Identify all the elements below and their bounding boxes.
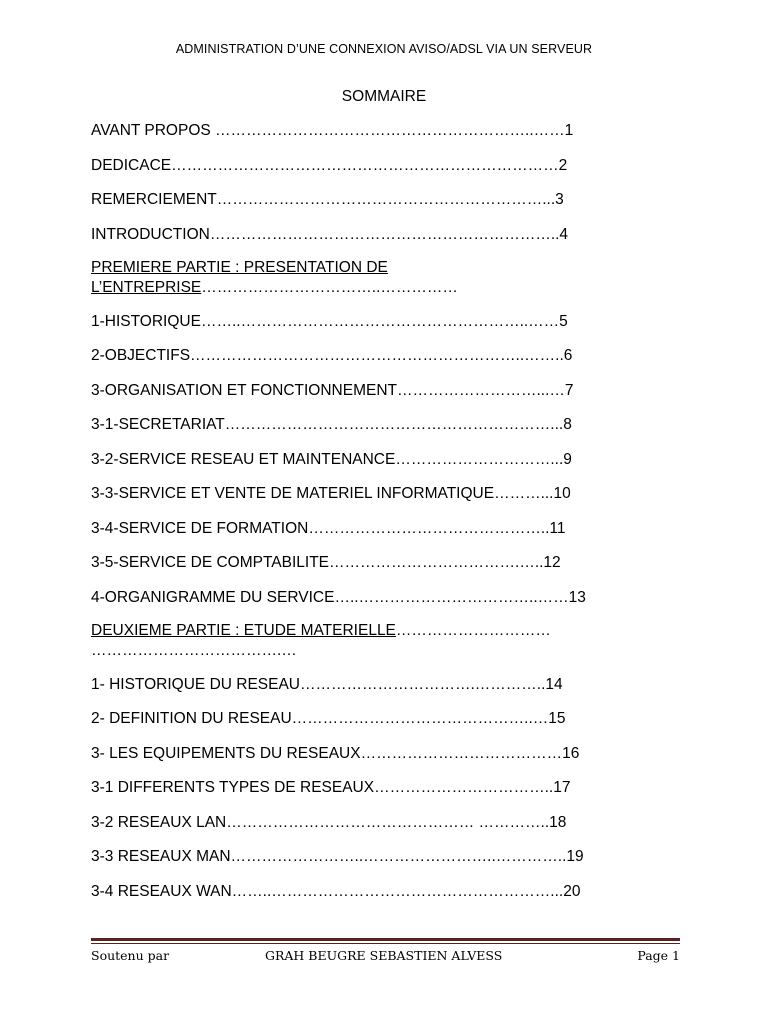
footer-page-number: Page 1 bbox=[637, 948, 680, 963]
toc-entry: AVANT PROPOS ……………………………………………………..……1 bbox=[91, 122, 574, 139]
toc-entry: 3- LES EQUIPEMENTS DU RESEAUX…………………………………16 bbox=[91, 744, 580, 762]
footer-divider-thin bbox=[91, 943, 680, 944]
toc-entry: 1- HISTORIQUE DU RESEAU…………………………….…………..14 bbox=[91, 675, 563, 693]
page-title: SOMMAIRE bbox=[341, 88, 427, 105]
toc-entry: 2- DEFINITION DU RESEAU………………………………………..…15 bbox=[91, 710, 566, 727]
part-title-line1 bbox=[91, 621, 691, 641]
footer-divider bbox=[91, 938, 680, 941]
running-header: ADMINISTRATION D’UNE CONNEXION AVISO/ADSL VIA UN SERVEUR bbox=[175, 42, 593, 56]
footer-author-name: GRAH BEUGRE SEBASTIEN ALVESS bbox=[265, 948, 503, 963]
toc-entry: 3-4 RESEAUX WAN……..………………………………………………...20 bbox=[91, 882, 581, 900]
toc-entry: 3-1-SECRETARIAT………………………………………………………...8 bbox=[91, 416, 572, 433]
toc-part-heading bbox=[91, 258, 691, 298]
toc-entry: 1-HISTORIQUE……..………………………………………………..……5 bbox=[91, 312, 568, 330]
toc-entry: REMERCIEMENT………………………………………………………...3 bbox=[91, 191, 564, 208]
toc-entry: DEDICACE…………………………………………………………………2 bbox=[91, 156, 568, 174]
table-of-contents bbox=[91, 120, 691, 915]
part-title-underlined: DEUXIEME PARTIE : ETUDE MATERIELLE bbox=[91, 622, 396, 639]
toc-entry: 2-OBJECTIFS………………………………………………………..……..6 bbox=[91, 347, 573, 364]
part-title-leader: ……………………………..…………… bbox=[201, 279, 458, 296]
part-title-line2 bbox=[91, 278, 691, 298]
toc-entry: INTRODUCTION…………………………………………………………..4 bbox=[91, 225, 569, 243]
toc-entry: 3-ORGANISATION ET FONCTIONNEMENT………………………...…7 bbox=[91, 381, 574, 399]
part-title-line2: ……………………………….… bbox=[91, 642, 297, 659]
part-title-underlined: L’ENTREPRISE bbox=[91, 279, 202, 296]
footer-presenter-label: Soutenu par bbox=[91, 948, 170, 963]
toc-entry: 4-ORGANIGRAMME DU SERVICE…..……………………………..……13 bbox=[91, 588, 586, 606]
toc-entry: 3-5-SERVICE DE COMPTABILITE……………………………….…..12 bbox=[91, 554, 561, 571]
toc-entry: 3-1 DIFFERENTS TYPES DE RESEAUX……………………………..17 bbox=[91, 779, 571, 796]
part-title-leader: ………………………… bbox=[395, 622, 551, 639]
toc-entry: 3-3-SERVICE ET VENTE DE MATERIEL INFORMATIQUE………...10 bbox=[91, 485, 571, 502]
part-title-line1: PREMIERE PARTIE : PRESENTATION DE bbox=[91, 259, 388, 276]
toc-entry: 3-2 RESEAUX LAN………………………………………… …………..18 bbox=[91, 813, 567, 831]
toc-entry: 3-3 RESEAUX MAN……………………..……………………..…………..19 bbox=[91, 848, 584, 865]
toc-part-heading bbox=[91, 621, 691, 661]
toc-entry: 3-4-SERVICE DE FORMATION………………………………………..11 bbox=[91, 519, 566, 537]
toc-entry: 3-2-SERVICE RESEAU ET MAINTENANCE…………………………...9 bbox=[91, 450, 572, 468]
